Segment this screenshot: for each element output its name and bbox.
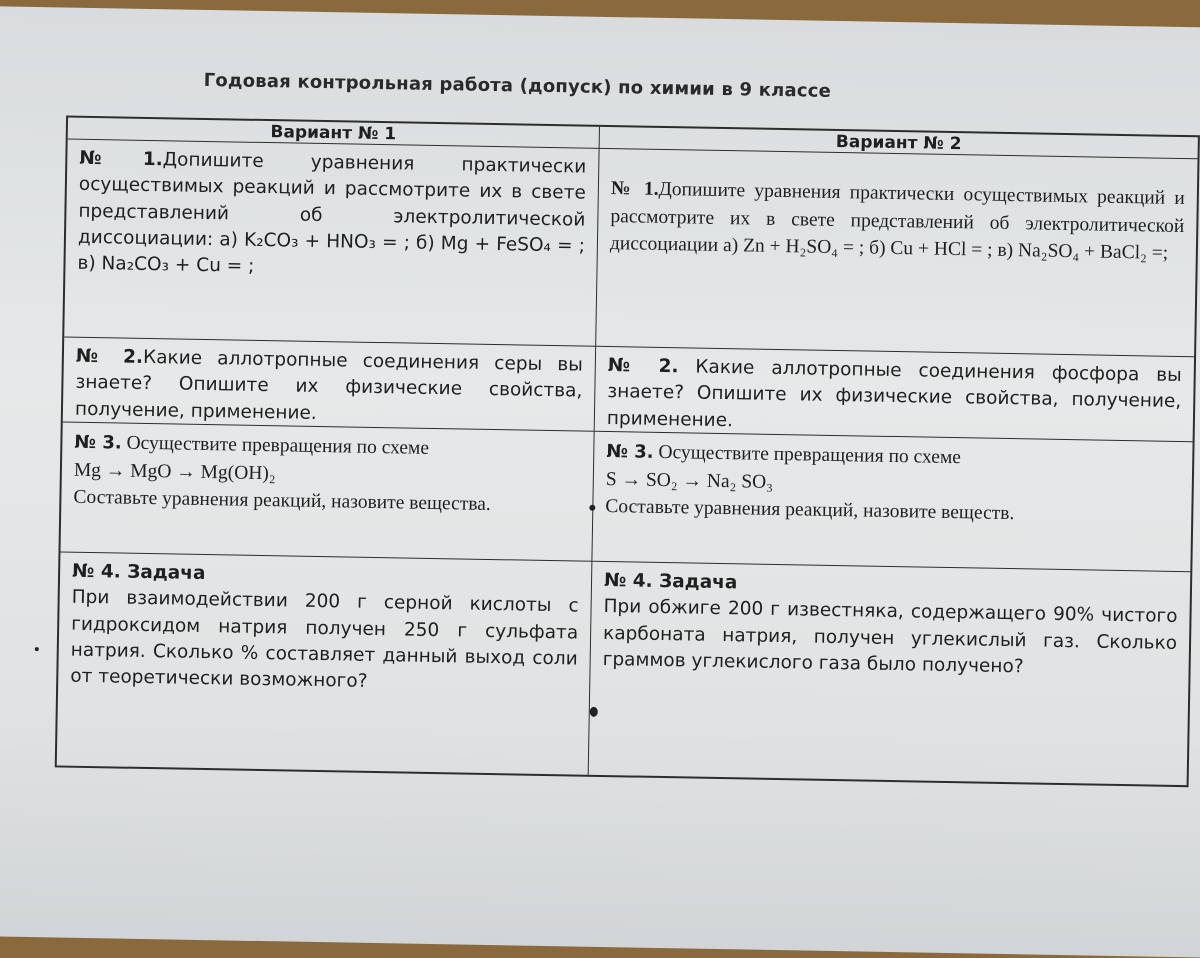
page-title: Годовая контрольная работа (допуск) по химии в 9 классе (203, 69, 832, 102)
tasks-table (55, 116, 1200, 788)
task-3-variant-2 (592, 432, 1192, 572)
task-text: Какие аллотропные соединения серы вы знаете? Опишите их физические свойства, получение, применение. (74, 346, 584, 424)
task-4-variant-2 (589, 562, 1191, 785)
task-text: Составьте уравнения реакций, назовите вещества. (73, 487, 491, 516)
task-number: № 3. (74, 431, 122, 454)
task-text: Допишите уравнения практически осуществимых реакций и рассмотрите их в свете представлений об электролитической диссоциации а) Zn + H₂SO₄ = ; б) Cu + HCl = ; в) Na₂SO₄ + BaCl₂ =; (609, 178, 1186, 265)
transformation-scheme: S → SO₂ → Na₂ SO₃ (605, 468, 774, 493)
task-heading: № 4. Задача (603, 569, 738, 594)
task-text: Составьте уравнения реакций, назовите веществ. (605, 496, 1015, 525)
task-text: Допишите уравнения практически осуществимых реакций и рассмотрите их в свете представлений об электролитической диссоциации: а) K₂CO₃ + HNO₃ = ; б) Mg + FeSO₄ = ; в) Na₂CO₃ + Cu = ; (77, 149, 587, 277)
task-number: № 3. (606, 441, 654, 463)
ink-spot (35, 647, 39, 651)
ink-spot (589, 505, 595, 511)
task-1-variant-1 (64, 140, 599, 347)
task-number: № 2. (75, 345, 144, 368)
task-text: Какие аллотропные соединения фосфора вы знаете? Опишите их физические свойства, получение, применение. (606, 356, 1182, 431)
task-number: №1. (79, 147, 163, 171)
task-number: № 1. (610, 178, 659, 200)
task-text: При взаимодействии 200 г серной кислоты с гидроксидом натрия получен 250 г сульфата натрия. Сколько % составляет данный выход соли от теоретически возможного? (70, 586, 579, 692)
task-4-variant-1 (57, 552, 593, 774)
task-1-variant-2 (596, 149, 1197, 357)
task-heading: № 4. Задача (71, 560, 206, 585)
variant-2-header: Вариант № 2 (600, 127, 1198, 159)
task-text: Осуществите превращения по схеме (658, 441, 962, 469)
task-3-variant-1 (60, 423, 594, 562)
task-number: № 2. (607, 355, 679, 378)
task-text: При обжиге 200 г известняка, содержащего 90% чистого карбоната натрия, получен углекислый газ. Сколько граммов углекислого газа было получено? (602, 596, 1178, 678)
task-2-variant-2 (595, 347, 1194, 442)
variant-1-header: Вариант № 1 (68, 118, 600, 149)
task-2-variant-1 (63, 338, 596, 432)
transformation-scheme: Mg → MgO → Mg(OH)₂ (73, 459, 276, 484)
task-text: Осуществите превращения по схеме (126, 432, 430, 459)
paper-sheet (0, 6, 1200, 958)
